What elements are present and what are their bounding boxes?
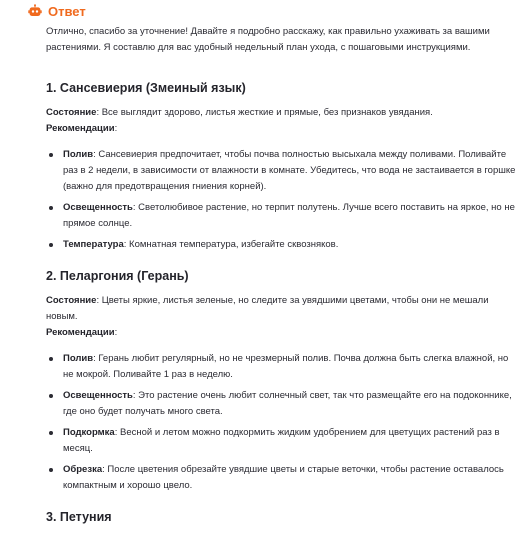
item-label: Полив bbox=[63, 353, 94, 364]
intro-text: Отлично, спасибо за уточнение! Давайте я подробно расскажу, как правильно ухаживать за вашими растениями. Я составлю для вас удобный недельный план ухода, с пошаговыми инструкциями. bbox=[46, 26, 490, 53]
list-item bbox=[46, 388, 516, 420]
item-text: : Это растение очень любит солнечный свет, так что размещайте его на подоконнике, где оно будет получать много света. bbox=[63, 390, 512, 417]
list-item bbox=[46, 425, 516, 457]
state-label: Состояние bbox=[46, 295, 97, 306]
item-text: : Сансевиерия предпочитает, чтобы почва полностью высыхала между поливами. Поливайте раз в 2 недели, в зависимости от влажности в комнате. Убедитесь, что вода не застаивается в горшке (важно для предотвращения гниения корней). bbox=[63, 149, 516, 192]
recommendations-line: Рекомендации: bbox=[46, 123, 118, 134]
state-text: : Цветы яркие, листья зеленые, но следите за увядшими цветами, чтобы они не мешали новым. bbox=[46, 295, 489, 322]
list-item bbox=[46, 200, 516, 232]
section-heading: 3. Петуния bbox=[46, 510, 112, 524]
plant-section-sansevieria bbox=[46, 79, 516, 253]
robot-icon bbox=[28, 4, 42, 18]
item-label: Температура bbox=[63, 239, 124, 250]
answer-header bbox=[28, 2, 86, 20]
item-text: : Герань любит регулярный, но не чрезмерный полив. Почва должна быть слегка влажной, но не мокрой. Поливайте 1 раз в неделю. bbox=[63, 353, 509, 380]
plant-section-pelargonium bbox=[46, 267, 516, 494]
section-heading: 1. Сансевиерия (Змеиный язык) bbox=[46, 81, 246, 95]
list-item bbox=[46, 462, 516, 494]
plant-section-petunia bbox=[46, 508, 516, 526]
list-item bbox=[46, 351, 516, 383]
item-label: Подкормка bbox=[63, 427, 115, 438]
recommendations-list bbox=[46, 351, 516, 494]
item-label: Освещенность bbox=[63, 390, 133, 401]
item-text: : Весной и летом можно подкормить жидким удобрением для цветущих растений раз в месяц. bbox=[63, 427, 500, 454]
recommendations-label: Рекомендации bbox=[46, 123, 115, 134]
state-text: : Все выглядит здорово, листья жесткие и прямые, без признаков увядания. bbox=[96, 107, 433, 118]
item-text: : Комнатная температура, избегайте сквозняков. bbox=[123, 239, 339, 250]
item-label: Освещенность bbox=[63, 202, 133, 213]
state-line bbox=[46, 105, 516, 121]
item-label: Полив bbox=[63, 149, 94, 160]
item-text: : Светолюбивое растение, но терпит полутень. Лучше всего поставить на яркое, но не прямое солнце. bbox=[63, 202, 515, 229]
item-text: : После цветения обрезайте увядшие цветы и старые веточки, чтобы растение оставалось компактным и хорошо цвело. bbox=[63, 464, 504, 491]
recommendations-list bbox=[46, 147, 516, 253]
state-line bbox=[46, 293, 516, 325]
answer-title: Ответ bbox=[48, 3, 86, 19]
recommendations-label: Рекомендации bbox=[46, 327, 115, 338]
list-item bbox=[46, 147, 516, 195]
item-label: Обрезка bbox=[63, 464, 103, 475]
section-heading: 2. Пеларгония (Герань) bbox=[46, 269, 189, 283]
state-label: Состояние bbox=[46, 107, 97, 118]
list-item bbox=[46, 237, 516, 253]
recommendations-line: Рекомендации: bbox=[46, 327, 118, 338]
answer-content bbox=[46, 24, 516, 534]
